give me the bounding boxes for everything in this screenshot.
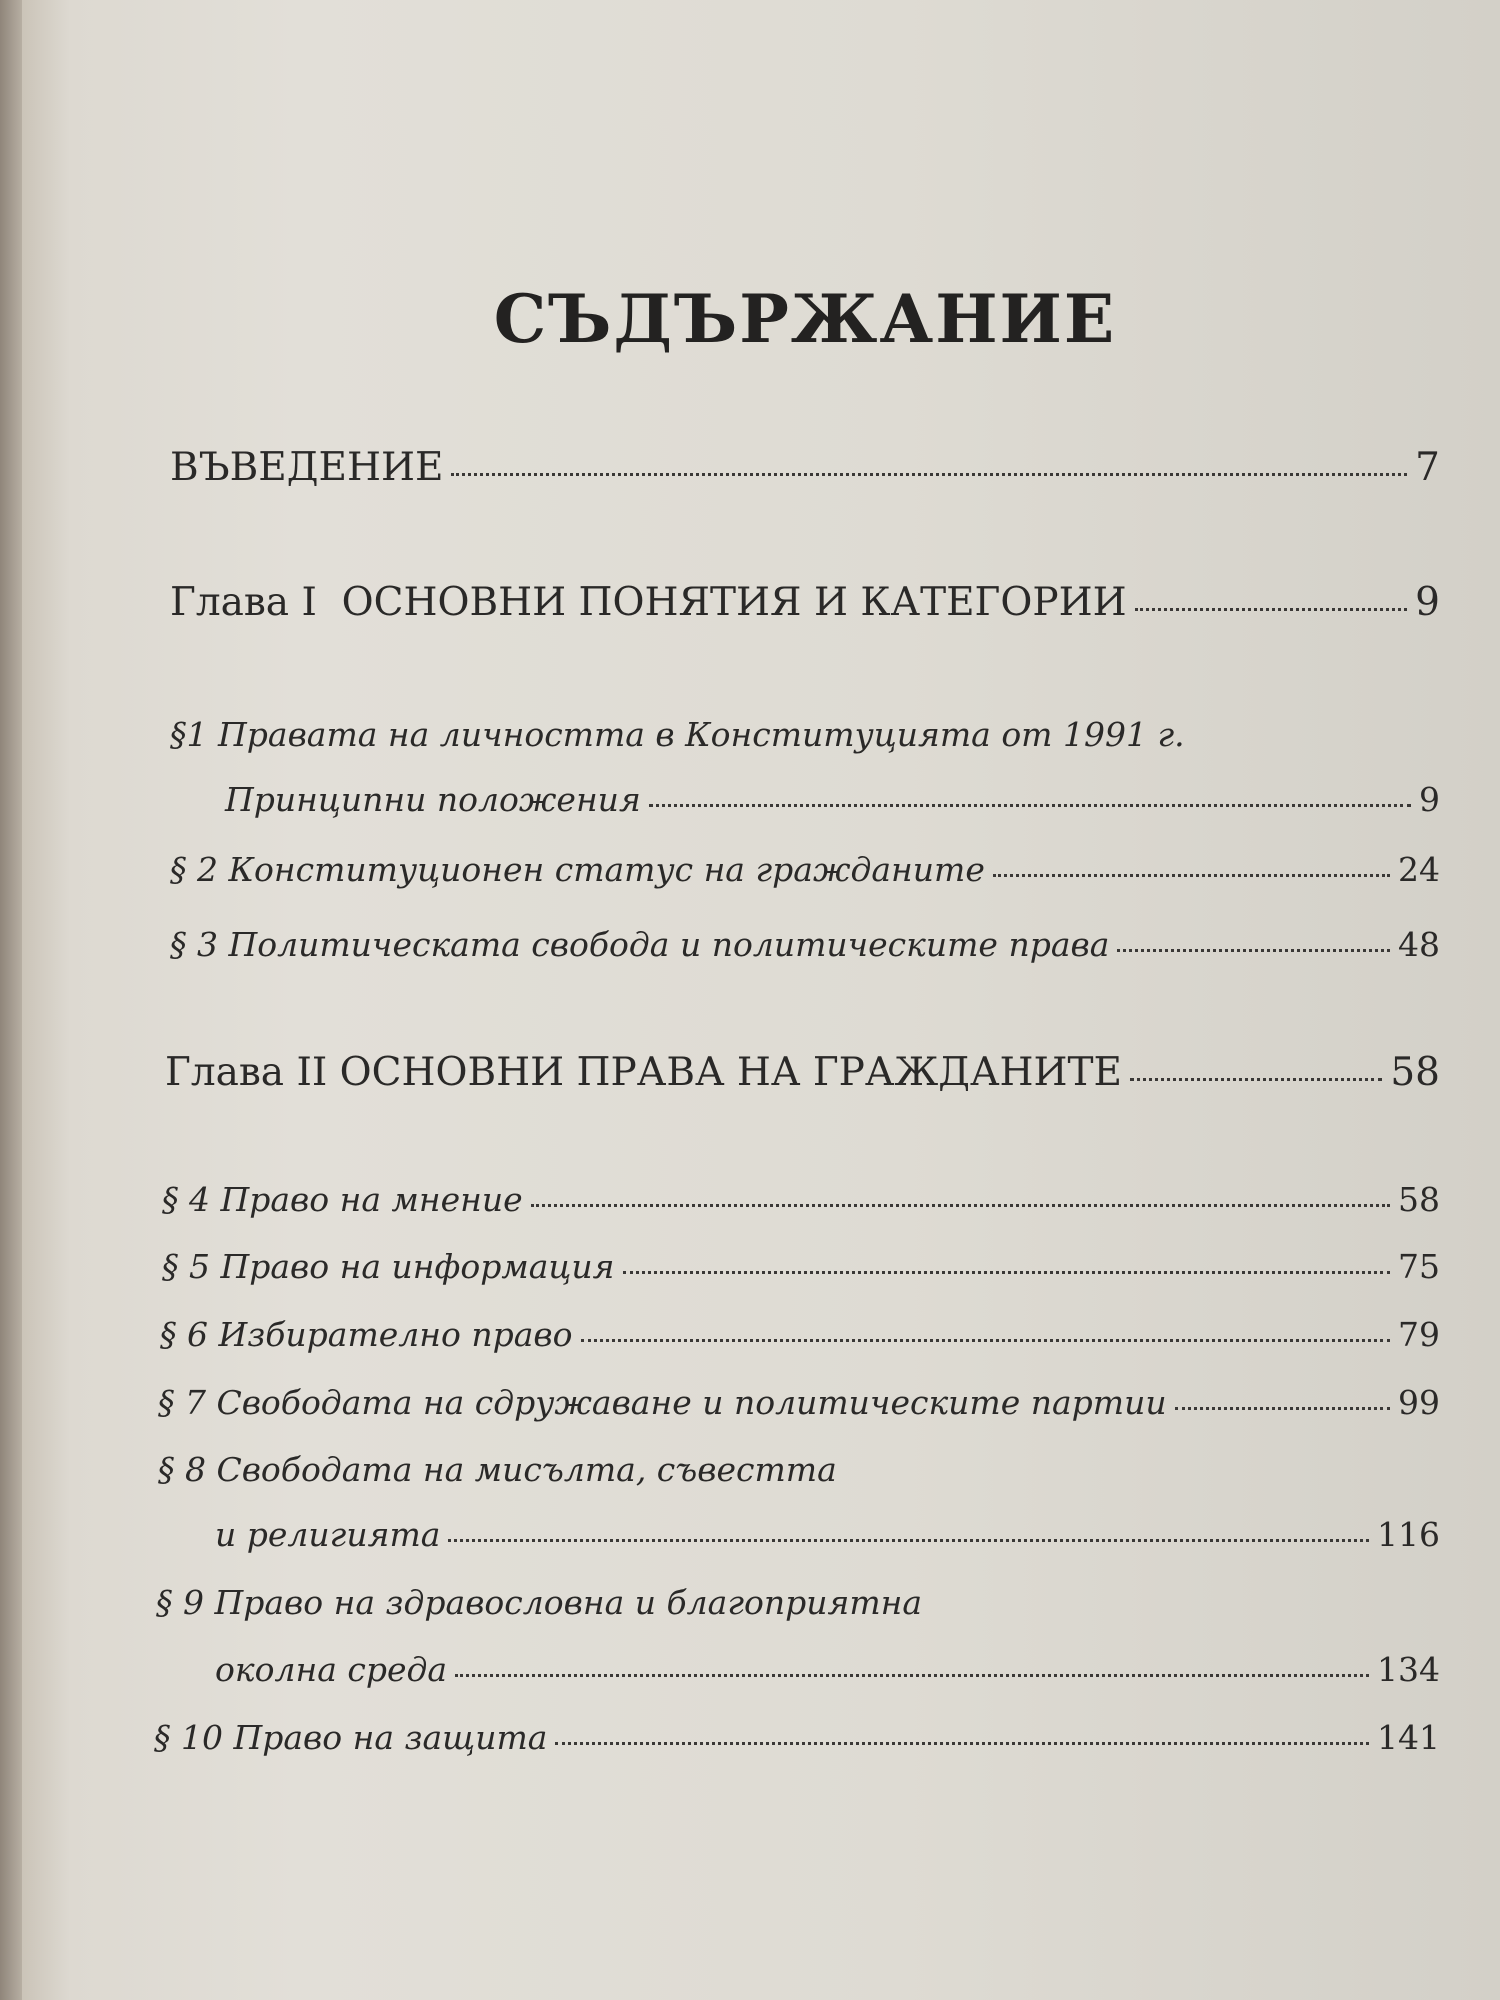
toc-entry-section-6[interactable] bbox=[160, 1315, 1440, 1354]
toc-entry-section-2[interactable] bbox=[170, 850, 1440, 889]
toc-entry-label: околна среда bbox=[215, 1650, 448, 1689]
dot-leader bbox=[1175, 1406, 1390, 1410]
toc-entry-label: ВЪВЕДЕНИЕ bbox=[170, 445, 444, 490]
toc-entry-section-5[interactable] bbox=[162, 1247, 1440, 1286]
dot-leader bbox=[623, 1270, 1391, 1274]
toc-entry-label: § 6 Избирателно право bbox=[160, 1315, 573, 1354]
dot-leader bbox=[649, 803, 1411, 807]
toc-entry-section-4[interactable] bbox=[162, 1180, 1440, 1219]
toc-entry-section-9[interactable] bbox=[215, 1650, 1440, 1689]
dot-leader bbox=[993, 873, 1390, 877]
toc-entry-section-8[interactable] bbox=[215, 1515, 1440, 1554]
toc-entry-label: § 10 Право на защита bbox=[154, 1718, 548, 1757]
toc-page-number: 99 bbox=[1398, 1383, 1440, 1422]
toc-page-number: 134 bbox=[1377, 1650, 1440, 1689]
toc-entry-section-7[interactable] bbox=[158, 1383, 1440, 1422]
dot-leader bbox=[451, 472, 1407, 476]
toc-entry-label: Глава I ОСНОВНИ ПОНЯТИЯ И КАТЕГОРИИ bbox=[170, 580, 1127, 625]
toc-entry-section-10[interactable] bbox=[154, 1718, 1440, 1757]
toc-entry-label: § 7 Свободата на сдружаване и политическите партии bbox=[158, 1383, 1167, 1422]
page-title: СЪДЪРЖАНИЕ bbox=[493, 280, 1117, 358]
dot-leader bbox=[1117, 948, 1390, 952]
toc-entry-section-1-line1[interactable]: §1 Правата на личността в Конституцията от 1991 г. bbox=[170, 715, 1185, 754]
toc-entry-label: Принципни положения bbox=[225, 780, 641, 819]
toc-page-number: 58 bbox=[1398, 1180, 1440, 1219]
toc-page-number: 9 bbox=[1415, 580, 1440, 625]
toc-entry-section-3[interactable] bbox=[170, 925, 1440, 964]
toc-page-number: 48 bbox=[1398, 925, 1440, 964]
toc-entry-label: Глава II ОСНОВНИ ПРАВА НА ГРАЖДАНИТЕ bbox=[165, 1050, 1123, 1095]
toc-entry-chapter-2[interactable] bbox=[165, 1050, 1440, 1095]
toc-page-number: 24 bbox=[1398, 850, 1440, 889]
toc-page-number: 7 bbox=[1415, 445, 1440, 490]
dot-leader bbox=[555, 1741, 1369, 1745]
toc-entry-section-9-line1[interactable]: § 9 Право на здравословна и благоприятна bbox=[156, 1583, 923, 1622]
toc-page-number: 116 bbox=[1377, 1515, 1440, 1554]
toc-page-number: 141 bbox=[1377, 1718, 1440, 1757]
toc-entry-label: § 2 Конституционен статус на гражданите bbox=[170, 850, 985, 889]
dot-leader bbox=[581, 1338, 1391, 1342]
dot-leader bbox=[448, 1538, 1369, 1542]
toc-entry-chapter-1[interactable] bbox=[170, 580, 1440, 625]
dot-leader bbox=[455, 1673, 1369, 1677]
toc-entry-label: и религията bbox=[215, 1515, 441, 1554]
toc-page-number: 75 bbox=[1398, 1247, 1440, 1286]
dot-leader bbox=[1130, 1077, 1382, 1081]
toc-entry-section-1[interactable] bbox=[225, 780, 1440, 819]
toc-page-number: 58 bbox=[1390, 1050, 1440, 1095]
dot-leader bbox=[1135, 607, 1408, 611]
toc-entry-introduction[interactable] bbox=[170, 445, 1440, 490]
toc-entry-label: § 4 Право на мнение bbox=[162, 1180, 523, 1219]
toc-entry-label: § 3 Политическата свобода и политическите права bbox=[170, 925, 1110, 964]
toc-page-number: 79 bbox=[1398, 1315, 1440, 1354]
toc-entry-section-8-line1[interactable]: § 8 Свободата на мисълта, съвестта bbox=[158, 1450, 837, 1489]
dot-leader bbox=[531, 1203, 1390, 1207]
toc-page-number: 9 bbox=[1419, 780, 1440, 819]
toc-entry-label: § 5 Право на информация bbox=[162, 1247, 615, 1286]
